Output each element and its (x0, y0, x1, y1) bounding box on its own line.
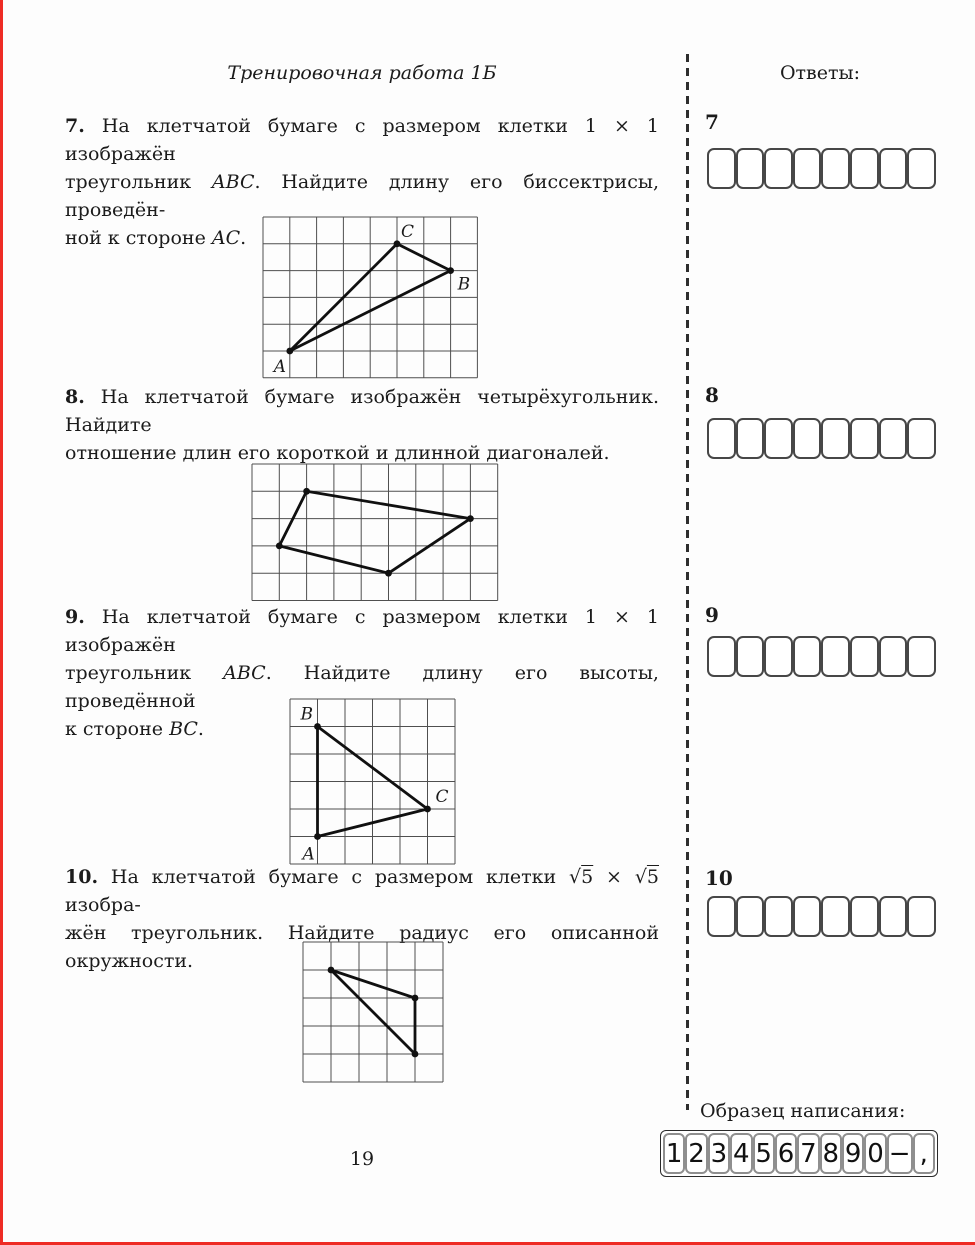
sample-char-cell: 6 (775, 1133, 797, 1174)
writing-sample-label: Образец написания: (700, 1100, 906, 1122)
svg-text:A: A (273, 356, 287, 377)
page-title: Тренировочная работа 1Б (227, 62, 497, 84)
answer-number-10: 10 (705, 866, 733, 890)
sample-char-cell: 9 (842, 1133, 864, 1174)
answer-cell (793, 636, 822, 677)
problem-text-line: 7. На клетчатой бумаге с размером клетки 1 × 1 изображён (65, 115, 659, 165)
answer-boxes-9 (707, 636, 936, 677)
problem-text-line: 9. На клетчатой бумаге с размером клетки 1 × 1 изображён (65, 606, 659, 656)
answer-cell (907, 896, 936, 937)
answer-cell (707, 896, 736, 937)
answer-cell (707, 636, 736, 677)
answer-cell (793, 418, 822, 459)
answer-cell (879, 418, 908, 459)
page-edge-left-line (0, 0, 3, 1245)
answer-cell (850, 418, 879, 459)
answer-cell (850, 896, 879, 937)
svg-text:B: B (457, 274, 471, 295)
answer-boxes-10 (707, 896, 936, 937)
figure-grid-9 (280, 689, 465, 878)
answer-boxes-8 (707, 418, 936, 459)
answer-cell (821, 418, 850, 459)
answer-boxes-7 (707, 148, 936, 189)
problem-text-line: 10. На клетчатой бумаге с размером клетки √5 × √5 изобра- (65, 866, 660, 916)
answers-heading: Ответы: (779, 62, 861, 84)
svg-text:C: C (400, 221, 414, 242)
sample-char-cell: 7 (797, 1133, 819, 1174)
sample-char-cell: 8 (820, 1133, 842, 1174)
sample-char-cell: 1 (663, 1133, 685, 1174)
svg-text:B: B (300, 704, 313, 725)
answer-cell (793, 148, 822, 189)
answer-cell (736, 148, 765, 189)
answer-block-7 (703, 110, 719, 134)
svg-text:A: A (302, 844, 315, 865)
answer-cell (907, 418, 936, 459)
answer-cell (879, 896, 908, 937)
answer-cell (850, 636, 879, 677)
answer-cell (707, 148, 736, 189)
sample-char-cell: 5 (753, 1133, 775, 1174)
answer-cell (821, 896, 850, 937)
sample-char-cell: − (887, 1133, 913, 1174)
answer-cell (764, 636, 793, 677)
sample-char-cell: 4 (730, 1133, 752, 1174)
answer-cell (736, 418, 765, 459)
answer-block-10 (703, 866, 733, 890)
answer-cell (879, 148, 908, 189)
answer-number-8: 8 (705, 383, 719, 407)
problem-text-line: к стороне BC. (65, 718, 204, 740)
problem-text-line: треугольник ABC. Найдите длину его биссектрисы, проведён- (65, 171, 659, 221)
answer-number-9: 9 (705, 603, 719, 627)
answer-cell (764, 148, 793, 189)
sample-char-cell: , (913, 1133, 935, 1174)
answer-cell (764, 896, 793, 937)
answer-cell (879, 636, 908, 677)
figure-grid-8 (242, 454, 508, 615)
answer-cell (907, 148, 936, 189)
answer-cell (907, 636, 936, 677)
problem-text-line: жён треугольник. Найдите радиус его описанной окружности. (65, 922, 659, 972)
sample-char-cell: 3 (708, 1133, 730, 1174)
answer-cell (736, 896, 765, 937)
answer-cell (707, 418, 736, 459)
answer-cell (764, 418, 793, 459)
figure-grid-10 (293, 932, 453, 1096)
answer-cell (793, 896, 822, 937)
problem-text-line: 8. На клетчатой бумаге изображён четырёхугольник. Найдите (65, 386, 659, 436)
answer-block-9 (703, 603, 719, 627)
writing-sample-strip (660, 1130, 938, 1177)
problem-text-line: треугольник ABC. Найдите длину его высоты, проведённой (65, 662, 659, 712)
answer-cell (736, 636, 765, 677)
svg-text:C: C (435, 787, 449, 807)
page-number: 19 (349, 1148, 375, 1170)
answer-cell (821, 636, 850, 677)
problem-text-line: отношение длин его короткой и длинной диагоналей. (65, 442, 610, 464)
answer-cell (821, 148, 850, 189)
figure-grid-7 (253, 207, 487, 392)
answer-block-8 (703, 383, 719, 407)
sample-char-cell: 0 (864, 1133, 886, 1174)
answer-cell (850, 148, 879, 189)
dashed-separator (686, 54, 689, 1110)
problem-text-line: ной к стороне AC. (65, 227, 247, 249)
sample-char-cell: 2 (685, 1133, 707, 1174)
answer-number-7: 7 (705, 110, 719, 134)
